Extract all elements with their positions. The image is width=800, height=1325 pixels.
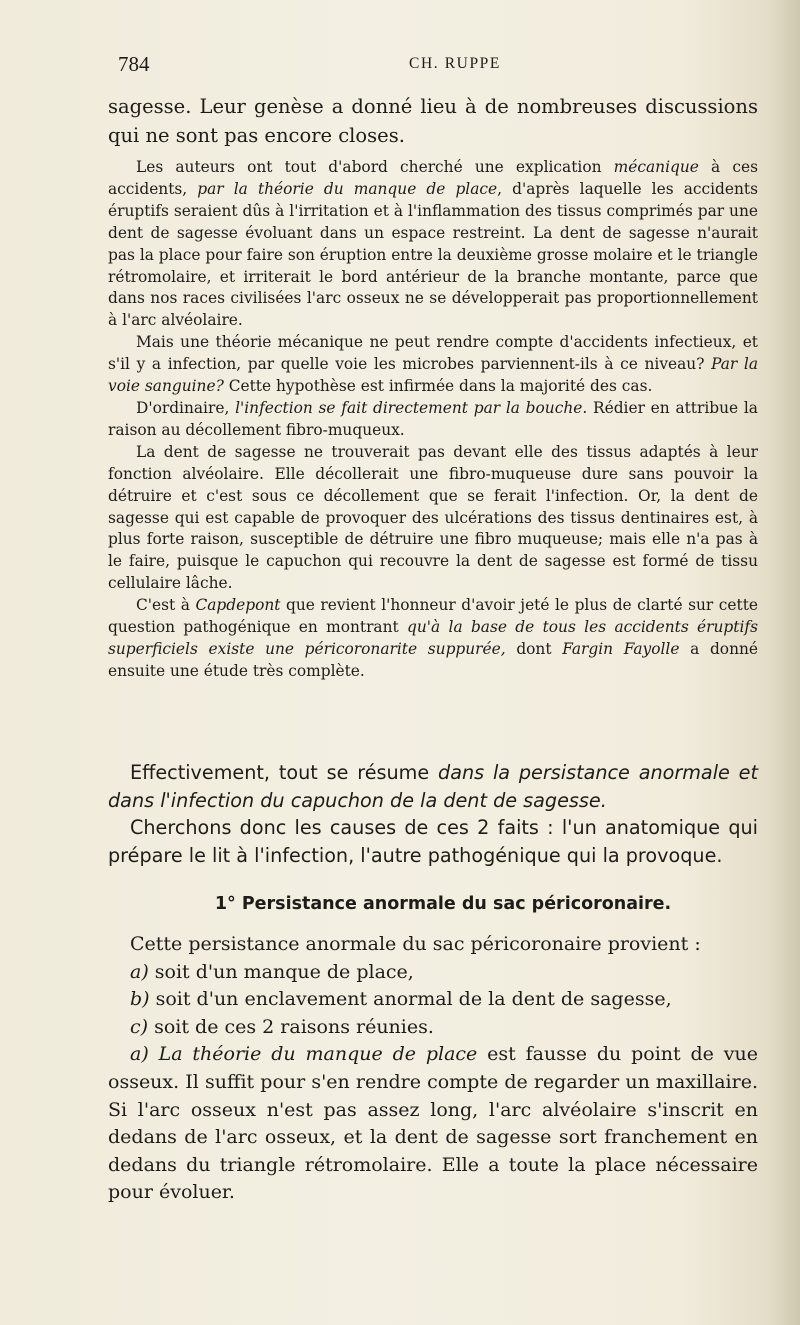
opening-paragraph: sagesse. Leur genèse a donné lieu à de nombreuses discussions qui ne sont pas encore closes. — [108, 95, 758, 147]
list-item: c) soit de ces 2 raisons réunies. — [130, 1015, 434, 1038]
small-print-block — [108, 157, 758, 683]
paragraph-mechanical-theory: Les auteurs ont tout d'abord cherché une explication mécanique à ces accidents, par la théorie du manque de place, d'après laquelle les accidents éruptifs seraient dûs à l'irritation et à l'inflammation des tissus comprimés par une dent de sagesse évoluant dans un espace restreint. La dent de sagesse n'aurait pas la place pour faire son éruption entre la deuxième grosse molaire et le triangle rétromolaire, et irriterait le bord antérieur de la branche montante, parce que dans nos races civilisées l'arc osseux ne se développerait pas proportionnellement à l'arc alvéolaire. — [108, 158, 759, 330]
paragraph-fibro-mucous: La dent de sagesse ne trouverait pas devant elle des tissus adaptés à leur fonction alvéolaire. Elle décollerait une fibro-muqueuse dure sans pouvoir la détruire et c'est sous ce décollement que se ferait l'infection. Or, la dent de sagesse qui est capable de provoquer des ulcérations des tissus dentinaires est, à plus forte raison, susceptible de détruire une fibro muqueuse; mais elle n'a pas à le faire, puisque le capuchon qui recouvre la dent de sagesse est formé de tissu cellulaire lâche. — [108, 442, 758, 593]
paragraph-two-causes: Cherchons donc les causes de ces 2 faits : l'un anatomique qui prépare le lit à l'infection, l'autre pathogénique qui la provoque. — [108, 816, 758, 867]
list-item: a) soit d'un manque de place, — [130, 960, 414, 983]
paragraph-direct-infection: D'ordinaire, l'infection se fait directement par la bouche. Rédier en attribue la raison au décollement fibro-muqueux. — [108, 398, 758, 439]
paragraph-capdepont: C'est à Capdepont que revient l'honneur d'avoir jeté le plus de clarté sur cette question pathogénique en montrant qu'à la base de tous les accidents éruptifs superficiels existe une péricoronarite suppurée, dont Fargin Fayolle a donné ensuite une étude très complète. — [108, 596, 759, 680]
section-heading: 1° Persistance anormale du sac péricoronaire. — [214, 894, 672, 914]
running-head: CH. RUPPE — [409, 55, 501, 72]
summary-block — [108, 759, 758, 869]
page-number: 784 — [118, 52, 150, 76]
paragraph-lack-of-space: a) La théorie du manque de place est fausse du point de vue osseux. Il suffit pour s'en rendre compte de regarder un maxillaire. Si l'arc osseux n'est pas assez long, l'arc alvéolaire s'inscrit en dedans de l'arc osseux, et la dent de sagesse sort franchement en dedans du triangle rétromolaire. Elle a toute la place nécessaire pour évoluer. — [108, 1043, 758, 1204]
paragraph-summary: Effectivement, tout se résume dans la persistance anormale et dans l'infection du capuchon de la dent de sagesse. — [108, 761, 758, 812]
paragraph-infection-route: Mais une théorie mécanique ne peut rendre compte d'accidents infectieux, et s'il y a infection, par quelle voie les microbes parviennent-ils à ce niveau? Par la voie sanguine? Cette hypothèse est infirmée dans la majorité des cas. — [108, 333, 759, 396]
section-intro: Cette persistance anormale du sac péricoronaire provient : — [130, 933, 701, 955]
section-body — [108, 931, 758, 1207]
page-header — [118, 52, 758, 78]
list-item: b) soit d'un enclavement anormal de la dent de sagesse, — [130, 988, 672, 1011]
